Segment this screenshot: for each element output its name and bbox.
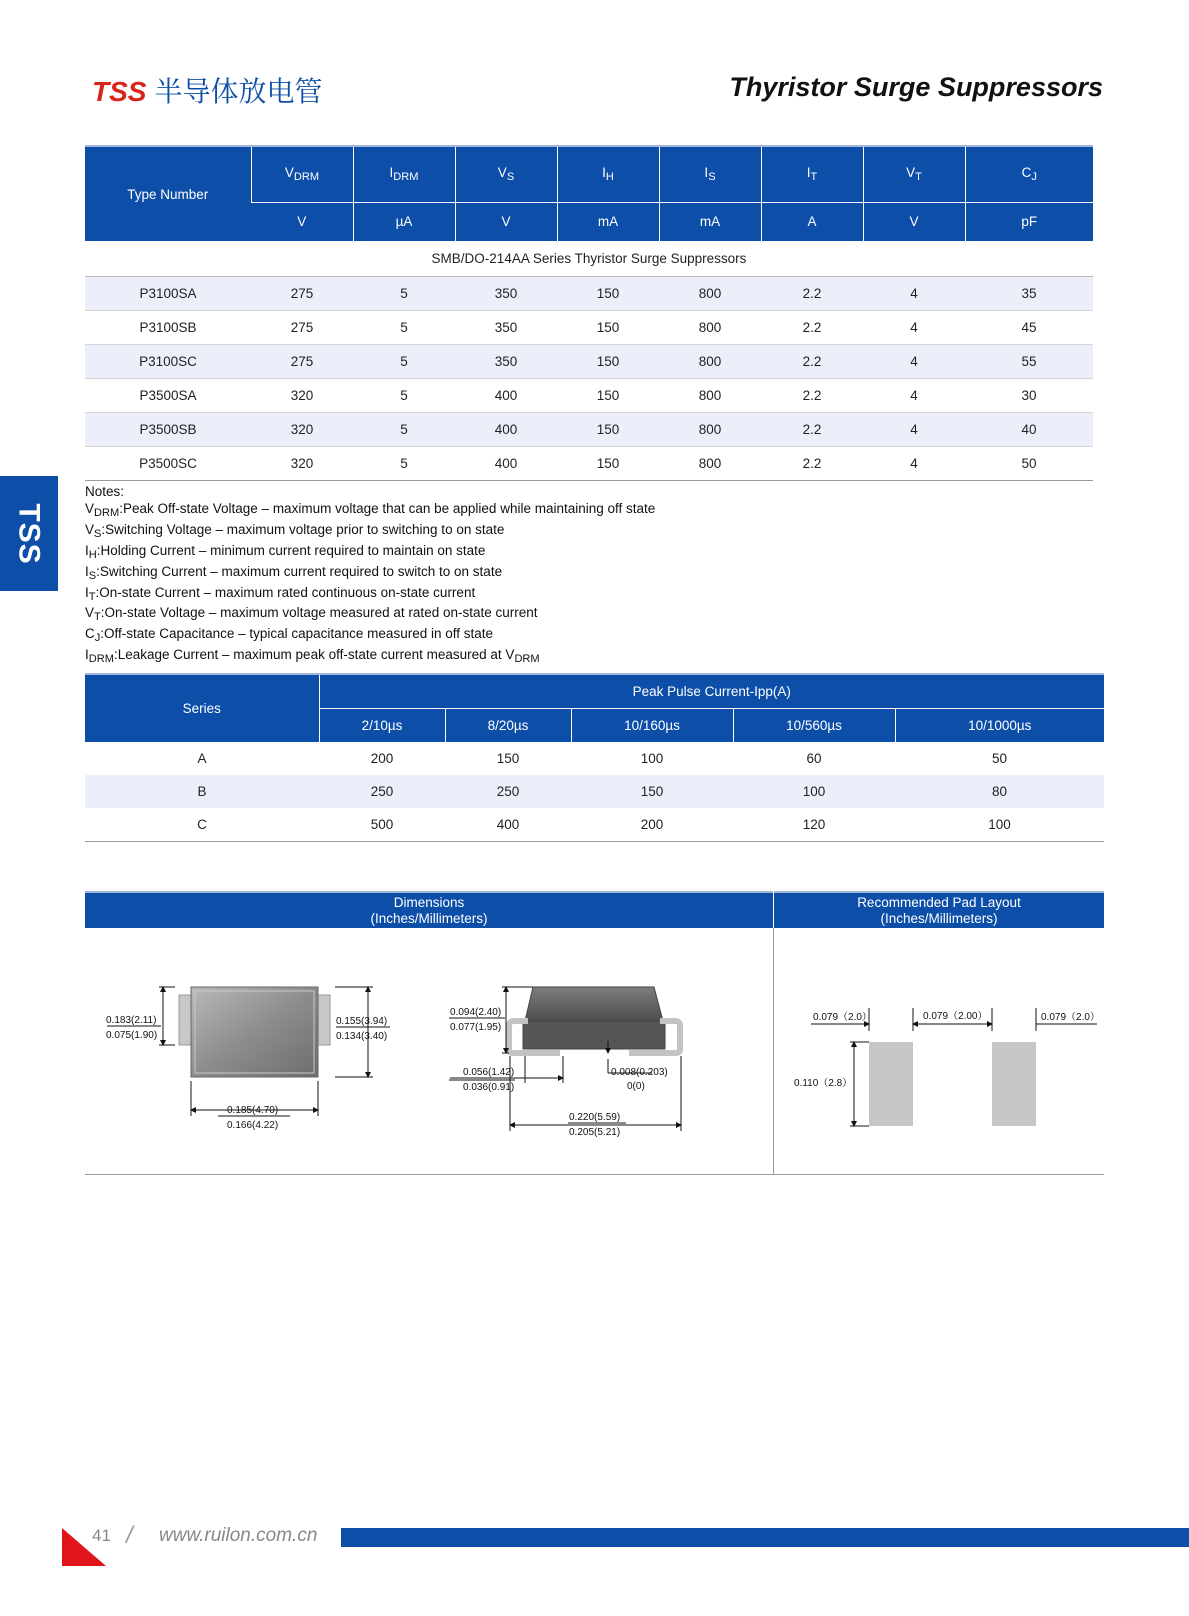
page-title: Thyristor Surge Suppressors xyxy=(729,72,1103,102)
cell: 350 xyxy=(455,310,557,344)
col-unit: µA xyxy=(353,202,455,241)
cell: 400 xyxy=(455,412,557,446)
cell: 2.2 xyxy=(761,378,863,412)
cell: 250 xyxy=(319,775,445,808)
cell: 150 xyxy=(557,344,659,378)
note-line: $I_S:Switching$ Current – maximum current required to switch to on state xyxy=(85,563,503,582)
cell: 5 xyxy=(353,310,455,344)
cell: P3500SC xyxy=(85,446,251,480)
dim-label: 0.056(1.42) xyxy=(463,1067,515,1078)
cell: 4 xyxy=(863,412,965,446)
cell: 2.2 xyxy=(761,446,863,480)
dim-label: 0.036(0.91) xyxy=(463,1082,515,1093)
dim-label: 0.185(4.70) xyxy=(227,1105,279,1116)
pulse-current-table xyxy=(85,673,1104,842)
table-row xyxy=(85,344,1093,378)
cell: 275 xyxy=(251,310,353,344)
dimensions-subtitle: (Inches/Millimeters) xyxy=(370,910,488,926)
col-symbol: $I_H$ xyxy=(557,146,659,202)
cell: 400 xyxy=(445,808,571,841)
col-unit: A xyxy=(761,202,863,241)
footer-separator: / xyxy=(126,1522,133,1549)
pad-dim-label: 0.079（2.00） xyxy=(923,1011,988,1022)
cell: 4 xyxy=(863,310,965,344)
cell: 320 xyxy=(251,446,353,480)
cell: 45 xyxy=(965,310,1093,344)
col-unit: pF xyxy=(965,202,1093,241)
cell: 4 xyxy=(863,276,965,310)
cell: 30 xyxy=(965,378,1093,412)
col-symbol: $I_T$ xyxy=(761,146,863,202)
cell: 50 xyxy=(965,446,1093,480)
col-symbol: $V_T$ xyxy=(863,146,965,202)
dim-label: 0.155(3.94) xyxy=(336,1016,388,1027)
pad-dim-label: 0.110（2.8） xyxy=(794,1078,853,1089)
dim-label: 0.077(1.95) xyxy=(450,1022,502,1033)
cell: 35 xyxy=(965,276,1093,310)
dim-label: 0.183(2.11) xyxy=(106,1015,157,1026)
col-unit: V xyxy=(863,202,965,241)
waveform-header: 10/160µs xyxy=(571,708,733,742)
col-unit: mA xyxy=(659,202,761,241)
dim-label: 0.166(4.22) xyxy=(227,1120,279,1131)
dim-label: 0.075(1.90) xyxy=(106,1030,158,1041)
col-symbol: $V_S$ xyxy=(455,146,557,202)
cell: 4 xyxy=(863,378,965,412)
cell: 800 xyxy=(659,446,761,480)
spec-table xyxy=(85,145,1093,481)
cell: 150 xyxy=(557,276,659,310)
cell: 250 xyxy=(445,775,571,808)
table-row xyxy=(85,446,1093,480)
brand-name: TSS xyxy=(92,76,147,107)
type-number-header: Type Number xyxy=(85,146,251,241)
cell: 150 xyxy=(557,412,659,446)
col-symbol: $C_J$ xyxy=(965,146,1093,202)
cell: 2.2 xyxy=(761,344,863,378)
cell: 800 xyxy=(659,310,761,344)
series-header: Series xyxy=(85,674,319,742)
cell: 800 xyxy=(659,276,761,310)
pad-dim-label: 0.079（2.0） xyxy=(1041,1012,1100,1023)
col-symbol: $V_{DRM}$ xyxy=(251,146,353,202)
cell: 4 xyxy=(863,344,965,378)
brand-chinese-name: 半导体放电管 xyxy=(154,75,323,108)
pad-dim-label: 0.079（2.0） xyxy=(813,1012,872,1023)
col-symbol: $I_{DRM}$ xyxy=(353,146,455,202)
cell: 800 xyxy=(659,412,761,446)
dimensions-title: Dimensions xyxy=(393,894,465,910)
cell: 5 xyxy=(353,412,455,446)
cell: 150 xyxy=(496,751,520,766)
cell: 55 xyxy=(965,344,1093,378)
cell: A xyxy=(197,751,207,766)
table-row xyxy=(85,276,1093,310)
cell: B xyxy=(85,775,319,808)
peak-pulse-header: Peak Pulse Current-Ipp(A) xyxy=(319,674,1104,708)
note-line: $V_{DRM}:Peak$ Off-state Voltage – maximum voltage that can be applied while maintaining off state xyxy=(85,500,656,519)
series-caption: SMB/DO-214AA Series Thyristor Surge Suppressors xyxy=(85,241,1093,276)
footer-url: www.ruilon.com.cn xyxy=(159,1525,318,1546)
dim-label: 0(0) xyxy=(627,1081,645,1092)
cell: 150 xyxy=(557,446,659,480)
cell: 275 xyxy=(251,276,353,310)
cell: 150 xyxy=(557,378,659,412)
cell: 400 xyxy=(455,446,557,480)
table-row xyxy=(85,742,1104,775)
dim-label: 0.220(5.59) xyxy=(569,1112,621,1123)
cell: 150 xyxy=(557,310,659,344)
cell: 350 xyxy=(455,276,557,310)
cell: 320 xyxy=(251,378,353,412)
waveform-header: 10/1000µs xyxy=(895,708,1104,742)
dim-label: 0.205(5.21) xyxy=(569,1127,621,1138)
cell: 200 xyxy=(571,808,733,841)
cell: 100 xyxy=(733,775,895,808)
cell: 100 xyxy=(640,751,664,766)
note-line: $C_J:Off$-state Capacitance – typical capacitance measured in off state xyxy=(85,626,494,645)
table-row xyxy=(85,412,1093,446)
side-section-tab xyxy=(0,476,58,591)
page-number: 41 xyxy=(92,1526,111,1545)
dimensions-panel xyxy=(85,891,1104,1175)
cell: P3500SB xyxy=(85,412,251,446)
dim-label: 0.094(2.40) xyxy=(450,1007,502,1018)
note-line: $I_H:Holding$ Current – minimum current required to maintain on state xyxy=(85,542,486,561)
dim-label: 0.008(0.203) xyxy=(611,1067,668,1078)
cell: 275 xyxy=(251,344,353,378)
table-row xyxy=(85,310,1093,344)
spec-header-row xyxy=(85,146,1093,202)
cell: 5 xyxy=(353,446,455,480)
pad-layout-drawing xyxy=(869,1042,1036,1126)
pad-layout-title: Recommended Pad Layout xyxy=(857,894,1021,910)
note-line: $V_T:On$-state Voltage – maximum voltage measured at rated on-state current xyxy=(85,605,538,624)
cell: 120 xyxy=(733,808,895,841)
header-brand xyxy=(92,70,322,110)
table-row xyxy=(85,808,1104,841)
cell: 150 xyxy=(571,775,733,808)
cell: 60 xyxy=(806,751,822,766)
cell: 350 xyxy=(455,344,557,378)
col-unit: mA xyxy=(557,202,659,241)
side-tab-label: TSS xyxy=(13,502,47,565)
dimension-drawings xyxy=(85,891,1104,1175)
cell: 400 xyxy=(455,378,557,412)
cell: 5 xyxy=(353,344,455,378)
cell: 5 xyxy=(353,276,455,310)
cell: 100 xyxy=(895,808,1104,841)
notes-title: Notes: xyxy=(85,484,125,499)
cell: P3100SC xyxy=(85,344,251,378)
footer-bar xyxy=(341,1528,1189,1547)
waveform-header: 8/20µs xyxy=(445,708,571,742)
cell: 80 xyxy=(895,775,1104,808)
cell: C xyxy=(85,808,319,841)
table-row xyxy=(85,775,1104,808)
cell: 2.2 xyxy=(761,276,863,310)
note-line: $I_{DRM}:Leakage$ Current – maximum peak off-state current measured at $V_{DRM}$ xyxy=(85,647,540,666)
waveform-header: 2/10µs xyxy=(319,708,445,742)
cell: 320 xyxy=(251,412,353,446)
col-unit: V xyxy=(455,202,557,241)
note-line: $V_S:Switching$ Voltage – maximum voltage prior to switching to on state xyxy=(85,521,505,540)
cell: P3100SA xyxy=(85,276,251,310)
side-view-drawing xyxy=(509,987,680,1053)
cell: 5 xyxy=(353,378,455,412)
cell: 200 xyxy=(370,751,394,766)
table-row xyxy=(85,378,1093,412)
col-unit: V xyxy=(251,202,353,241)
notes-block xyxy=(85,484,655,668)
note-line: $I_T:On$-state Current – maximum rated continuous on-state current xyxy=(85,584,476,603)
waveform-header: 10/560µs xyxy=(733,708,895,742)
cell: 800 xyxy=(659,344,761,378)
cell: 40 xyxy=(965,412,1093,446)
dim-label: 0.134(3.40) xyxy=(336,1031,388,1042)
pad-layout-subtitle: (Inches/Millimeters) xyxy=(880,910,998,926)
cell: 2.2 xyxy=(761,412,863,446)
cell: 800 xyxy=(659,378,761,412)
col-symbol: $I_S$ xyxy=(659,146,761,202)
cell: 2.2 xyxy=(761,310,863,344)
cell: 4 xyxy=(863,446,965,480)
pulse-header-row xyxy=(85,674,1104,708)
top-view-drawing xyxy=(179,987,330,1077)
cell: P3100SB xyxy=(85,310,251,344)
cell: 500 xyxy=(319,808,445,841)
cell: P3500SA xyxy=(85,378,251,412)
cell: 50 xyxy=(991,751,1008,766)
